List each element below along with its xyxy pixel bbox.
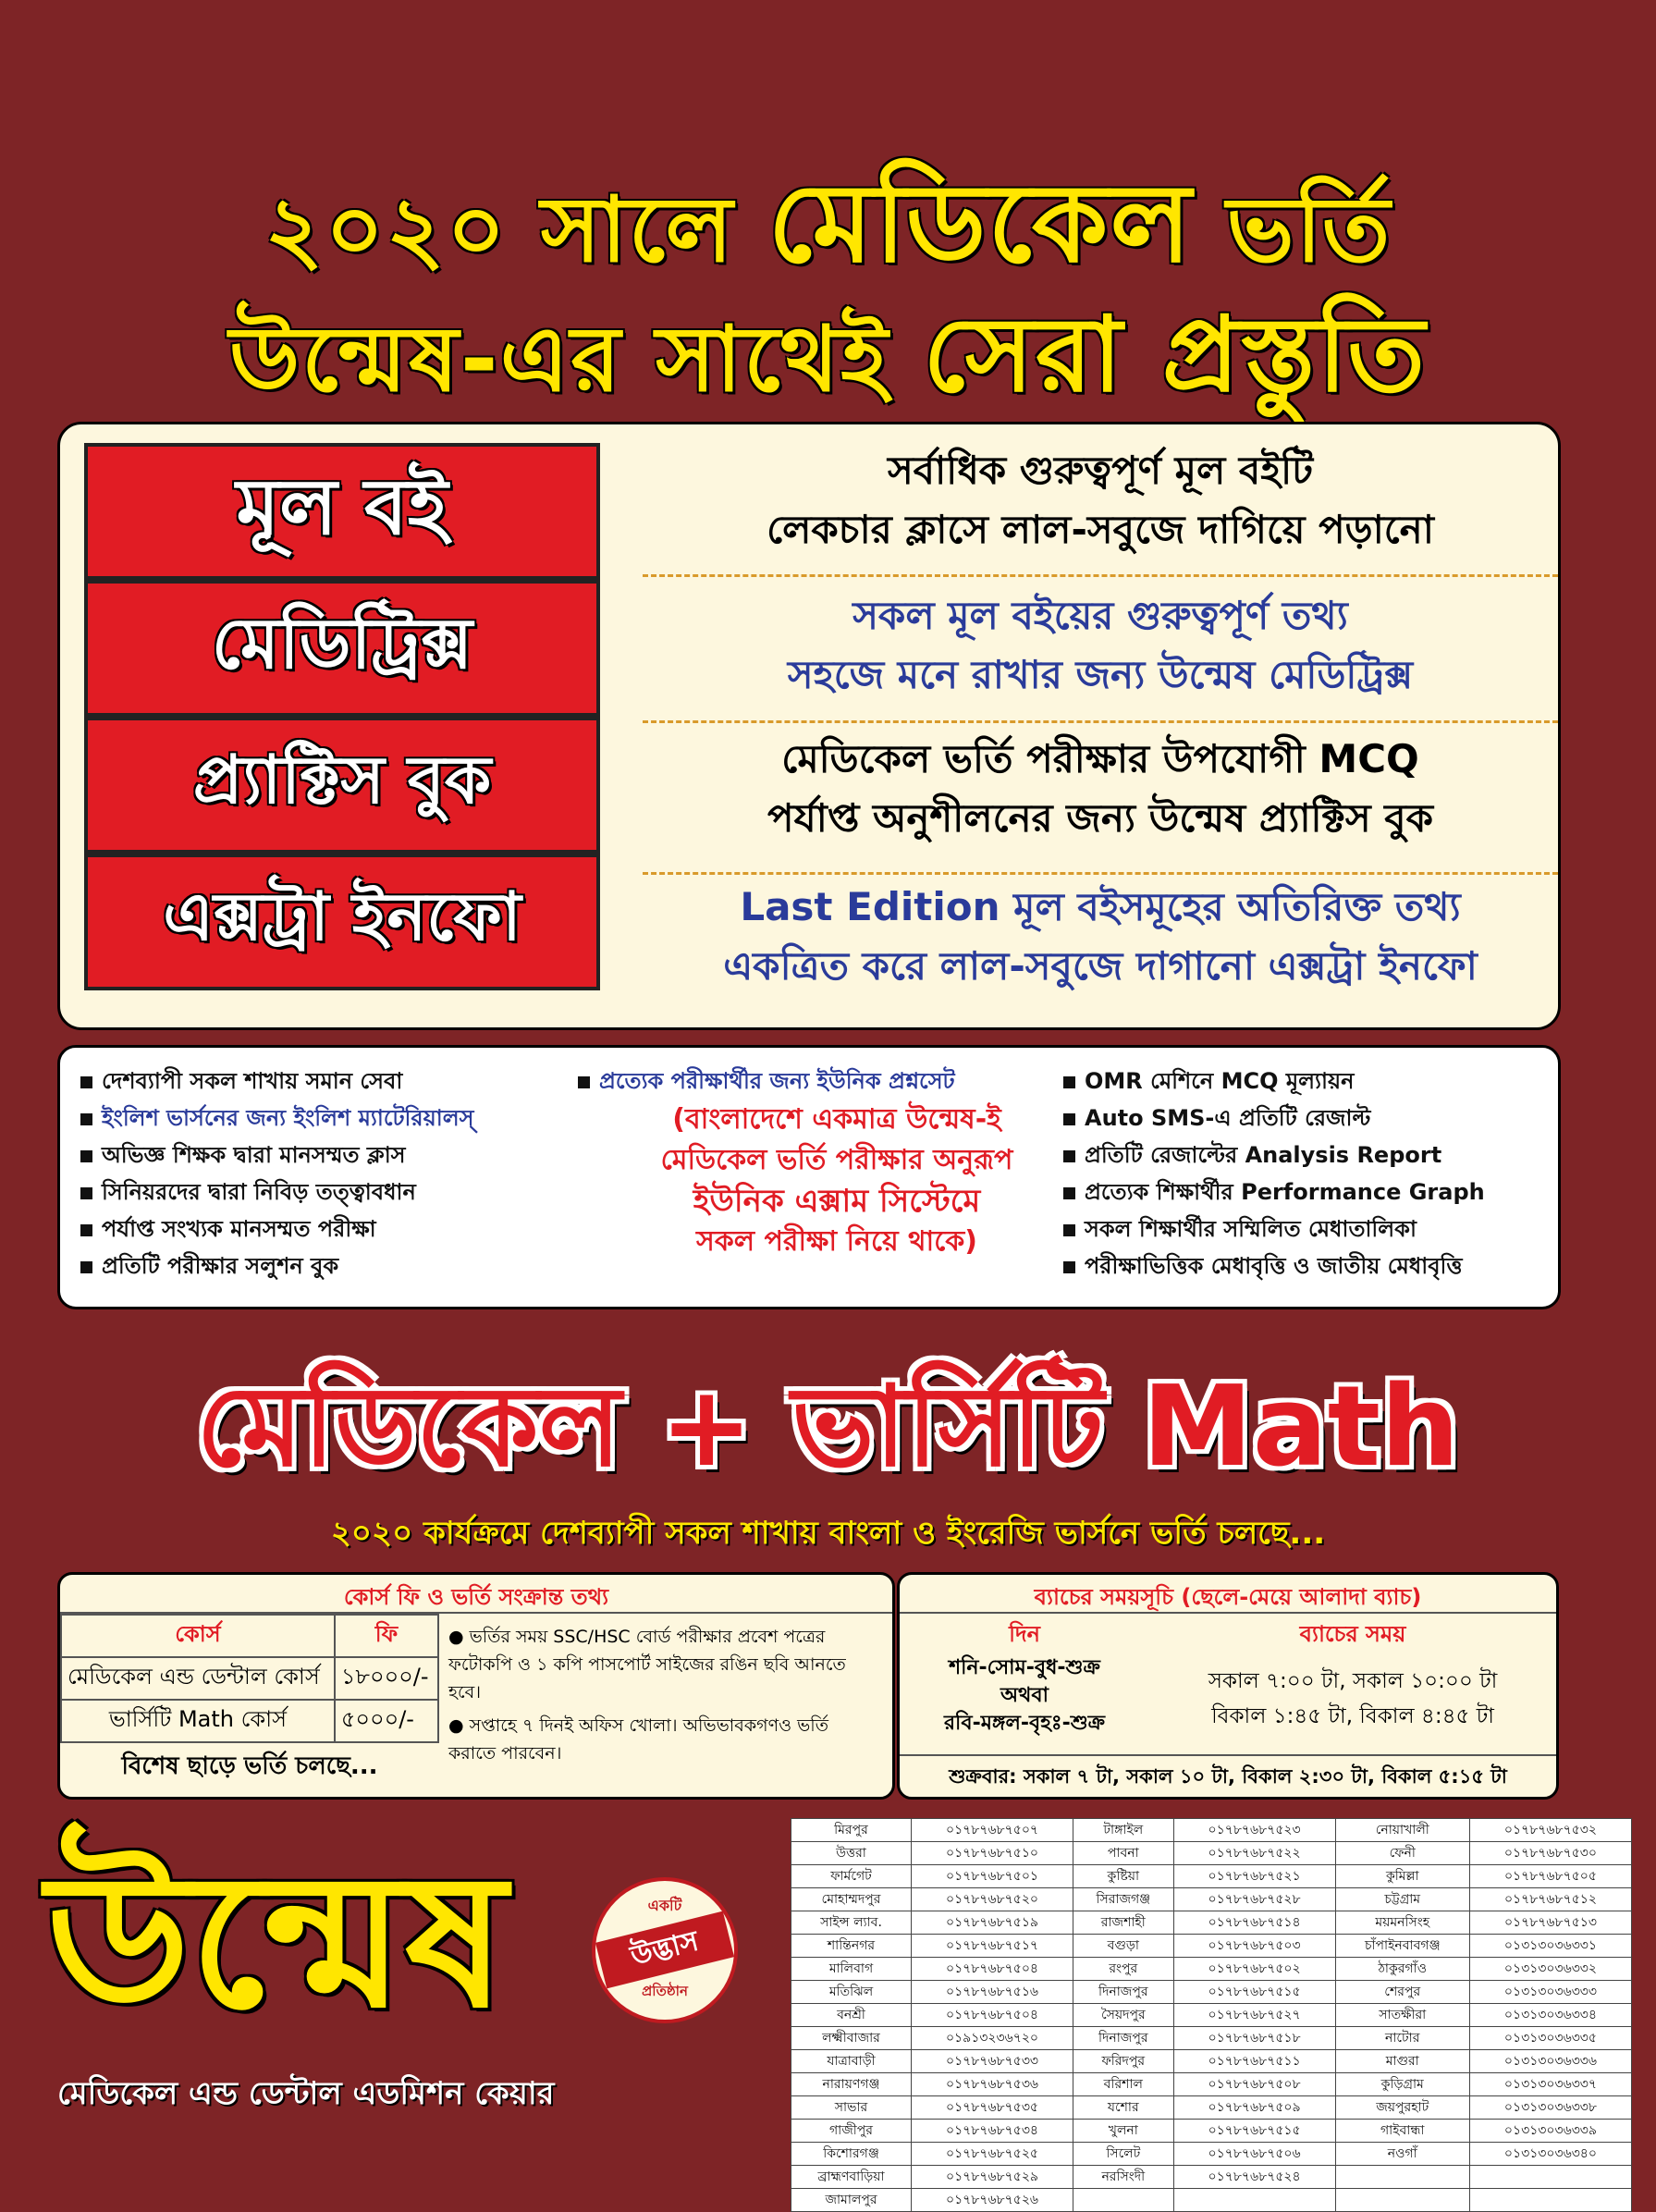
branch-name: জয়পুরহাট — [1335, 2096, 1469, 2120]
schedule-col-day: দিন — [1009, 1621, 1040, 1647]
note-line: মেডিকেল ভর্তি পরীক্ষার অনুরূপ — [660, 1144, 1013, 1176]
product-desc-line: সহজে মনে রাখার জন্য উন্মেষ মেডিট্রিক্স — [787, 652, 1414, 697]
headline-line1-post: ভর্তি — [1193, 178, 1392, 283]
product-desc-line: মেডিকেল ভর্তি পরীক্ষার উপযোগী MCQ — [781, 736, 1419, 781]
table-row — [791, 2004, 1632, 2027]
branch-name: ব্রাহ্মণবাড়িয়া — [791, 2166, 912, 2189]
branch-phone: ০১৭৮৭৬৮৭৫২২ — [1173, 1842, 1335, 1865]
branch-name: সিলেট — [1073, 2143, 1174, 2166]
branch-phone: ০১৭৮৭৬৮৭৫৩৫ — [912, 2096, 1073, 2120]
feature-mid-heading — [578, 1063, 1096, 1100]
feature-item — [1063, 1247, 1485, 1284]
product-label-main-book: মূল বই — [84, 443, 600, 580]
unique-exam-note — [578, 1100, 1096, 1262]
branch-name: সাভার — [791, 2096, 912, 2120]
branch-phone — [1173, 2189, 1335, 2212]
branch-name — [1335, 2166, 1469, 2189]
feature-text: ইংলিশ ভার্সনের জন্য ইংলিশ ম্যাটেরিয়ালস্‌ — [102, 1105, 474, 1131]
branch-phone: ০১৭৮৭৬৮৭৫০৮ — [1173, 2073, 1335, 2096]
table-row — [791, 1819, 1632, 1842]
brand-seal — [592, 1877, 738, 2023]
course-fee: ১৮০০০/- — [335, 1657, 438, 1700]
course-name: ভার্সিটি Math কোর্স — [61, 1700, 335, 1742]
branch-table — [791, 1818, 1632, 2212]
branch-name: দিনাজপুর — [1073, 2027, 1174, 2050]
branch-phone: ০১৭৮৭৬৮৭৫০১ — [912, 1865, 1073, 1888]
table-row — [791, 2120, 1632, 2143]
seal-mid: উদ্ভাস — [595, 1911, 734, 1989]
fees-table — [60, 1614, 439, 1743]
brand-logo: উন্মেষ — [46, 1834, 507, 2049]
branch-name: বরিশাল — [1073, 2073, 1174, 2096]
branch-phone: ০১৭৮৭৬৮৭৫১৯ — [912, 1911, 1073, 1935]
branch-phone: ০১৭৮৭৬৮৭৫১৩ — [1469, 1911, 1631, 1935]
branch-name: ফরিদপুর — [1073, 2050, 1174, 2073]
seal-top: একটি — [647, 1897, 682, 1914]
feature-item — [80, 1247, 473, 1284]
branch-name: চাঁপাইনবাবগঞ্জ — [1335, 1935, 1469, 1958]
branch-phone: ০১৭৮৭৬৮৭৫৩৬ — [912, 2073, 1073, 2096]
schedule-col-time: ব্যাচের সময় — [1299, 1621, 1406, 1647]
table-row — [791, 2166, 1632, 2189]
product-desc-line: একত্রিত করে লাল-সবুজে দাগানো এক্সট্রা ইনফো — [723, 943, 1478, 989]
branch-phone: ০১৭৮৭৬৮৭৫১৫ — [1173, 1981, 1335, 2004]
feature-item — [80, 1063, 473, 1100]
table-row — [791, 2096, 1632, 2120]
branch-phone: ০১৭৮৭৬৮৭৫১৪ — [1173, 1911, 1335, 1935]
branch-phone: ০১৩১৩০৩৬৩৩৩ — [1469, 1981, 1631, 2004]
branch-phone: ০১৯১৩২৩৬৭২০ — [912, 2027, 1073, 2050]
branch-name — [1073, 2189, 1174, 2212]
branch-name: কুষ্টিয়া — [1073, 1865, 1174, 1888]
branch-phone: ০১৭৮৭৬৮৭৫১৬ — [912, 1981, 1073, 2004]
course-name: মেডিকেল এন্ড ডেন্টাল কোর্স — [61, 1657, 335, 1700]
time-afternoon: বিকাল ১:৪৫ টা, বিকাল ৪:৪৫ টা — [1211, 1704, 1494, 1728]
feature-text: অভিজ্ঞ শিক্ষক দ্বারা মানসম্মত ক্লাস — [102, 1142, 406, 1168]
feature-item — [80, 1137, 473, 1174]
branch-phone: ০১৩১৩০৩৬৩৩৪ — [1469, 2004, 1631, 2027]
branch-phone: ০১৭৮৭৬৮৭৫০৪ — [912, 2004, 1073, 2027]
branch-name — [1335, 2189, 1469, 2212]
branch-name: গাইবান্ধা — [1335, 2120, 1469, 2143]
table-row — [791, 1888, 1632, 1911]
product-desc-meditrix — [615, 586, 1586, 705]
branch-name: ফার্মগেট — [791, 1865, 912, 1888]
product-desc-line: সকল মূল বইয়ের গুরুত্বপূর্ণ তথ্য — [853, 593, 1348, 638]
branch-name: বগুড়া — [1073, 1935, 1174, 1958]
branch-phone: ০১৭৮৭৬৮৭৫১০ — [912, 1842, 1073, 1865]
branch-phone: ০১৩১৩০৩৬৩৩২ — [1469, 1958, 1631, 1981]
branch-phone: ০১৭৮৭৬৮৭৫২৮ — [1173, 1888, 1335, 1911]
branch-phone: ০১৭৮৭৬৮৭৫২৪ — [1173, 2166, 1335, 2189]
table-row — [791, 1958, 1632, 1981]
branch-name: মাগুরা — [1335, 2050, 1469, 2073]
branch-name: ঠাকুরগাঁও — [1335, 1958, 1469, 1981]
branch-name: রংপুর — [1073, 1958, 1174, 1981]
branch-phone: ০১৭৮৭৬৮৭৫০৪ — [912, 1958, 1073, 1981]
branch-phone: ০১৭৮৭৬৮৭৫০৬ — [1173, 2143, 1335, 2166]
days-set-1: শনি-সোম-বুধ-শুক্র — [949, 1656, 1100, 1679]
branch-name: খুলনা — [1073, 2120, 1174, 2143]
branch-phone: ০১৩১৩০৩৬৩৪০ — [1469, 2143, 1631, 2166]
feature-text: OMR মেশিনে MCQ মূল্যায়ন — [1085, 1068, 1355, 1094]
divider — [643, 872, 1558, 875]
table-row — [791, 1935, 1632, 1958]
branch-name: কুড়িগ্রাম — [1335, 2073, 1469, 2096]
branch-name: কিশোরগঞ্জ — [791, 2143, 912, 2166]
feature-text: Auto SMS-এ প্রতিটি রেজাল্ট — [1085, 1105, 1371, 1131]
schedule-days — [900, 1654, 1149, 1738]
branch-name: উত্তরা — [791, 1842, 912, 1865]
branch-name: শেরপুর — [1335, 1981, 1469, 2004]
banner-subtitle: ২০২০ কার্যক্রমে দেশব্যাপী সকল শাখায় বাংলা ও ইংরেজি ভার্সনে ভর্তি চলছে... — [330, 1515, 1326, 1552]
branch-phone: ০১৭৮৭৬৮৭৫০২ — [1173, 1958, 1335, 1981]
seal-bottom: প্রতিষ্ঠান — [642, 1983, 688, 1999]
table-row — [61, 1700, 438, 1742]
feature-text: সকল শিক্ষার্থীর সম্মিলিত মেধাতালিকা — [1085, 1216, 1417, 1242]
product-desc-practice-book — [615, 730, 1586, 848]
branch-phone: ০১৭৮৭৬৮৭৫২৩ — [1173, 1819, 1335, 1842]
special-offer: বিশেষ ছাড়ে ভর্তি চলছে... — [121, 1752, 378, 1780]
table-row — [791, 2143, 1632, 2166]
feature-text: পরীক্ষাভিত্তিক মেধাবৃত্তি ও জাতীয় মেধাবৃত্তি — [1085, 1253, 1463, 1279]
branch-name: কুমিল্লা — [1335, 1865, 1469, 1888]
branch-name: ফেনী — [1335, 1842, 1469, 1865]
table-row — [791, 2189, 1632, 2212]
product-label-extra-info: এক্সট্রা ইনফো — [84, 854, 600, 990]
divider — [643, 720, 1558, 723]
branch-phone: ০১৭৮৭৬৮৭৫১১ — [1173, 2050, 1335, 2073]
feature-item — [80, 1174, 473, 1210]
days-set-2: রবি-মঙ্গল-বৃহঃ-শুক্র — [943, 1712, 1106, 1735]
fees-panel — [57, 1572, 895, 1800]
branch-name: শান্তিনগর — [791, 1935, 912, 1958]
branch-name: লক্ষ্মীবাজার — [791, 2027, 912, 2050]
note-line: ইউনিক এক্সাম সিস্টেমে — [693, 1183, 981, 1220]
table-row — [61, 1657, 438, 1700]
branch-name: মোহাম্মদপুর — [791, 1888, 912, 1911]
branch-name: চট্টগ্রাম — [1335, 1888, 1469, 1911]
branch-phone: ০১৭৮৭৬৮৭৫২০ — [912, 1888, 1073, 1911]
feature-text: সিনিয়রদের দ্বারা নিবিড় তত্ত্বাবধান — [102, 1179, 416, 1205]
schedule-times — [1149, 1664, 1556, 1734]
fees-note: ● ভর্তির সময় SSC/HSC বোর্ড পরীক্ষার প্রবেশ পত্রের ফটোকপি ও ১ কপি পাসপোর্ট সাইজের রঙিন ছবি আনতে হবে। — [448, 1627, 846, 1702]
branch-phone — [1469, 2189, 1631, 2212]
product-label-practice-book: প্র্যাক্টিস বুক — [84, 717, 600, 854]
branch-phone: ০১৭৮৭৬৮৭৫৩৩ — [912, 2050, 1073, 2073]
branch-name: যশোর — [1073, 2096, 1174, 2120]
branch-name: টাঙ্গাইল — [1073, 1819, 1174, 1842]
branch-name: সিরাজগঞ্জ — [1073, 1888, 1174, 1911]
branch-name: সাতক্ষীরা — [1335, 2004, 1469, 2027]
branch-phone — [1469, 2166, 1631, 2189]
headline-line1-pre: ২০২০ সালে — [264, 178, 768, 283]
branch-name: মিরপুর — [791, 1819, 912, 1842]
friday-schedule: শুক্রবার: সকাল ৭ টা, সকাল ১০ টা, বিকাল ২:৩০ টা, বিকাল ৫:১৫ টা — [900, 1754, 1556, 1794]
fees-title: কোর্স ফি ও ভর্তি সংক্রান্ত তথ্য — [60, 1575, 892, 1614]
branch-name: রাজশাহী — [1073, 1911, 1174, 1935]
branch-name: সৈয়দপুর — [1073, 2004, 1174, 2027]
feature-item — [80, 1100, 473, 1137]
branch-name: ময়মনসিংহ — [1335, 1911, 1469, 1935]
branch-phone: ০১৭৮৭৬৮৭৫২১ — [1173, 1865, 1335, 1888]
branch-phone: ০১৭৮৭৬৮৭৫৩০ — [1469, 1842, 1631, 1865]
branch-phone: ০১৭৮৭৬৮৭৫২৬ — [912, 2189, 1073, 2212]
branch-name: মতিঝিল — [791, 1981, 912, 2004]
days-or: অথবা — [1000, 1684, 1049, 1707]
branch-phone: ০১৭৮৭৬৮৭৫২৫ — [912, 2143, 1073, 2166]
branch-phone: ০১৩১৩০৩৬৩৩১ — [1469, 1935, 1631, 1958]
branch-phone: ০১৭৮৭৬৮৭৫০৩ — [1173, 1935, 1335, 1958]
branch-phone: ০১৭৮৭৬৮৭৫১৫ — [1173, 2120, 1335, 2143]
features-left-list — [80, 1063, 473, 1284]
table-row — [791, 1865, 1632, 1888]
fees-note: ● সপ্তাহে ৭ দিনই অফিস খোলা। অভিভাবকগণও ভর্তি করাতে পারবেন। — [448, 1715, 828, 1763]
table-row — [791, 1911, 1632, 1935]
branch-name: জামালপুর — [791, 2189, 912, 2212]
brand-tagline: মেডিকেল এন্ড ডেন্টাল এডমিশন কেয়ার — [57, 2075, 555, 2112]
product-desc-line: সর্বাধিক গুরুত্বপূর্ণ মূল বইটি — [887, 448, 1314, 493]
product-desc-line: Last Edition মূল বইসমূহের অতিরিক্ত তথ্য — [740, 884, 1461, 929]
table-row — [791, 2027, 1632, 2050]
table-row — [791, 1981, 1632, 2004]
branch-phone: ০১৩১৩০৩৬৩৩৬ — [1469, 2050, 1631, 2073]
branch-name: পাবনা — [1073, 1842, 1174, 1865]
fees-col-fee: ফি — [335, 1615, 438, 1657]
feature-item — [1063, 1063, 1485, 1100]
banner-title: মেডিকেল + ভার্সিটি Math — [196, 1363, 1460, 1492]
branch-name: নাটোর — [1335, 2027, 1469, 2050]
branch-name: যাত্রাবাড়ী — [791, 2050, 912, 2073]
branch-name: নওগাঁ — [1335, 2143, 1469, 2166]
branch-phone: ০১৩১৩০৩৬৩৩৭ — [1469, 2073, 1631, 2096]
feature-text: পর্যাপ্ত সংখ্যক মানসম্মত পরীক্ষা — [102, 1216, 376, 1242]
time-morning: সকাল ৭:০০ টা, সকাল ১০:০০ টা — [1208, 1669, 1498, 1693]
headline-line2-pre: উন্মেষ-এর সাথেই — [229, 307, 924, 412]
product-desc-extra-info — [615, 878, 1586, 996]
feature-item — [1063, 1210, 1485, 1247]
branch-phone: ০১৭৮৭৬৮৭৫১৭ — [912, 1935, 1073, 1958]
feature-item — [80, 1210, 473, 1247]
note-line: (বাংলাদেশে একমাত্র উন্মেষ-ই — [672, 1103, 1001, 1136]
headline-line2-big: সেরা প্রস্তুতি — [923, 295, 1427, 415]
branch-phone: ০১৩১৩০৩৬৩৩৫ — [1469, 2027, 1631, 2050]
schedule-title: ব্যাচের সময়সূচি (ছেলে-মেয়ে আলাদা ব্যাচ) — [900, 1575, 1556, 1614]
branch-name: দিনাজপুর — [1073, 1981, 1174, 2004]
feature-text: প্রতিটি রেজাল্টের Analysis Report — [1085, 1142, 1442, 1168]
branch-phone: ০১৭৮৭৬৮৭৫২৭ — [1173, 2004, 1335, 2027]
features-mid — [578, 1063, 1096, 1262]
headline-line1-big: মেডিকেল — [767, 159, 1194, 287]
product-label-meditrix: মেডিট্রিক্স — [84, 580, 600, 717]
branch-name: বনশ্রী — [791, 2004, 912, 2027]
branch-phone: ০১৩১৩০৩৬৩৩৯ — [1469, 2120, 1631, 2143]
branch-phone: ০১৭৮৭৬৮৭৫০৫ — [1469, 1865, 1631, 1888]
note-line: সকল পরীক্ষা নিয়ে থাকে) — [695, 1225, 978, 1258]
divider — [643, 574, 1558, 577]
features-right-list — [1063, 1063, 1485, 1284]
product-desc-line: লেকচার ক্লাসে লাল-সবুজে দাগিয়ে পড়ানো — [767, 507, 1434, 552]
table-row — [791, 1842, 1632, 1865]
feature-text: প্রত্যেক শিক্ষার্থীর Performance Graph — [1085, 1179, 1485, 1205]
products-panel — [57, 422, 1561, 1030]
branch-phone: ০১৭৮৭৬৮৭৫৩৪ — [912, 2120, 1073, 2143]
schedule-panel — [897, 1572, 1559, 1800]
product-desc-main-book — [615, 441, 1586, 559]
branch-phone: ০১৭৮৭৬৮৭৫০৭ — [912, 1819, 1073, 1842]
fees-notes — [448, 1623, 878, 1767]
branch-phone: ০১৭৮৭৬৮৭৫৩২ — [1469, 1819, 1631, 1842]
table-row — [791, 2050, 1632, 2073]
branch-name: মালিবাগ — [791, 1958, 912, 1981]
branch-name: গাজীপুর — [791, 2120, 912, 2143]
product-desc-line: পর্যাপ্ত অনুশীলনের জন্য উন্মেষ প্র্যাক্টিস বুক — [767, 795, 1434, 841]
table-row — [791, 2073, 1632, 2096]
branch-phone: ০১৭৮৭৬৮৭৫০৯ — [1173, 2096, 1335, 2120]
feature-text: প্রত্যেক পরীক্ষার্থীর জন্য ইউনিক প্রশ্নসেট — [599, 1068, 955, 1094]
feature-text: দেশব্যাপী সকল শাখায় সমান সেবা — [102, 1068, 403, 1094]
branch-phone: ০১৭৮৭৬৮৭৫১২ — [1469, 1888, 1631, 1911]
branch-phone: ০১৩১৩০৩৬৩৩৮ — [1469, 2096, 1631, 2120]
branch-phone: ০১৭৮৭৬৮৭৫২৯ — [912, 2166, 1073, 2189]
course-fee: ৫০০০/- — [335, 1700, 438, 1742]
feature-text: প্রতিটি পরীক্ষার সলুশন বুক — [102, 1253, 339, 1279]
feature-item — [1063, 1174, 1485, 1210]
branch-name: সাইন্স ল্যাব. — [791, 1911, 912, 1935]
fees-col-course: কোর্স — [61, 1615, 335, 1657]
features-panel — [57, 1045, 1561, 1309]
branch-name: নোয়াখালী — [1335, 1819, 1469, 1842]
branch-name: নারায়ণগঞ্জ — [791, 2073, 912, 2096]
branch-phone: ০১৭৮৭৬৮৭৫১৮ — [1173, 2027, 1335, 2050]
feature-item — [1063, 1100, 1485, 1137]
feature-item — [1063, 1137, 1485, 1174]
branch-name: নরসিংদী — [1073, 2166, 1174, 2189]
